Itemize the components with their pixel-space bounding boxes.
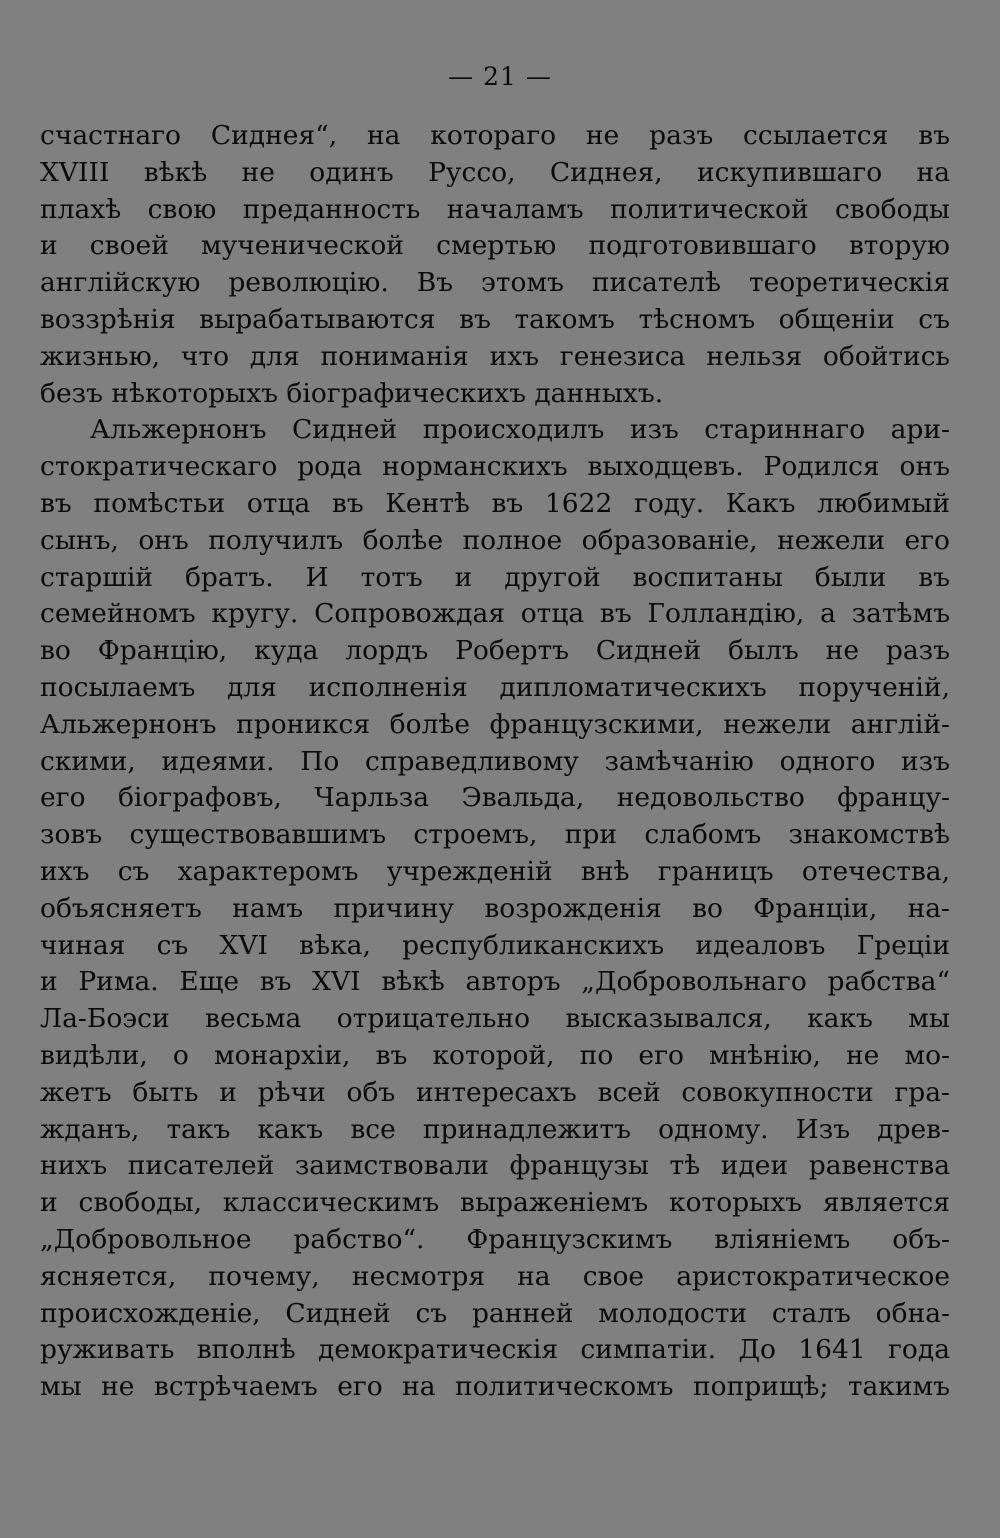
text-line: Альжернонъ проникся болѣе французскими, нежели англій- — [40, 708, 950, 740]
body-text — [40, 118, 950, 1406]
text-line: ясняется, почему, несмотря на свое аристократическое — [40, 1260, 950, 1292]
text-line: въ помѣстьи отца въ Кентѣ въ 1622 году. Какъ любимый — [40, 487, 950, 519]
text-line: Альжернонъ Сидней происходилъ изъ стариннаго ари- — [90, 414, 950, 446]
text-line: ихъ съ характеромъ учрежденій внѣ границъ отечества, — [40, 855, 950, 887]
text-line: „Добровольное рабство“. Французскимъ вліяніемъ объ- — [40, 1223, 950, 1255]
text-line: плахѣ свою преданность началамъ политической свободы — [40, 193, 950, 225]
text-line: нихъ писателей заимствовали французы тѣ идеи равенства — [40, 1150, 950, 1182]
text-line: Ла-Боэси весьма отрицательно высказывался, какъ мы — [40, 1003, 950, 1035]
text-line: XVIII вѣкѣ не одинъ Руссо, Сиднея, искупившаго на — [40, 156, 950, 188]
text-line: жданъ, такъ какъ все принадлежитъ одному. Изъ древ- — [40, 1113, 950, 1145]
text-line: руживать вполнѣ демократическія симпатіи. До 1641 года — [40, 1334, 950, 1366]
text-line: видѣли, о монархіи, въ которой, по его мнѣнію, не мо- — [40, 1039, 950, 1071]
text-line: мы не встрѣчаемъ его на политическомъ поприщѣ; такимъ — [40, 1371, 950, 1403]
text-line: происхожденіе, Сидней съ ранней молодости сталъ обна- — [40, 1297, 950, 1329]
text-line: зовъ существовавшимъ строемъ, при слабомъ знакомствѣ — [40, 819, 950, 851]
text-line: сынъ, онъ получилъ болѣе полное образованіе, нежели его — [40, 524, 950, 556]
text-line: стократическаго рода норманскихъ выходцевъ. Родился онъ — [40, 451, 950, 483]
text-line: его біографовъ, Чарльза Эвальда, недовольство францу- — [40, 782, 950, 814]
text-line: семейномъ кругу. Сопровождая отца въ Голландію, а затѣмъ — [40, 598, 950, 630]
text-line: объясняетъ намъ причину возрожденія во Франціи, на- — [40, 892, 950, 924]
page-number: — 21 — — [448, 62, 552, 91]
text-line: англійскую революцію. Въ этомъ писателѣ теоретическія — [40, 267, 950, 299]
text-line: скими, идеями. По справедливому замѣчанію одного изъ — [40, 745, 950, 777]
text-line: и своей мученической смертью подготовившаго вторую — [40, 230, 950, 262]
text-line: жетъ быть и рѣчи объ интересахъ всей совокупности гра- — [40, 1076, 950, 1108]
text-line: старшій братъ. И тотъ и другой воспитаны были въ — [40, 561, 950, 593]
text-line: безъ нѣкоторыхъ біографическихъ данныхъ. — [40, 377, 664, 409]
text-line: и Рима. Еще въ XVI вѣкѣ авторъ „Добровольнаго рабства“ — [40, 966, 950, 998]
text-line: воззрѣнія вырабатываются въ такомъ тѣсномъ общеніи съ — [40, 303, 950, 335]
text-line: счастнаго Сиднея“, на котораго не разъ ссылается въ — [40, 120, 950, 151]
text-line: жизнью, что для пониманія ихъ генезиса нельзя обойтись — [40, 340, 950, 372]
text-line: и свободы, классическимъ выраженіемъ которыхъ является — [40, 1187, 950, 1219]
text-line: во Францію, куда лордъ Робертъ Сидней былъ не разъ — [40, 635, 950, 667]
text-line: чиная съ XVI вѣка, республиканскихъ идеаловъ Греціи — [40, 929, 950, 961]
text-line: посылаемъ для исполненія дипломатическихъ порученій, — [40, 671, 950, 703]
